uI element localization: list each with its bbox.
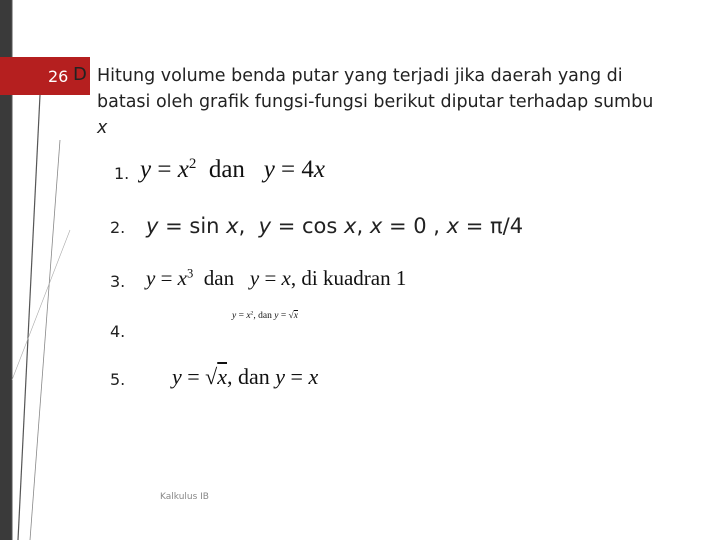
item-5-number: 5. xyxy=(110,370,126,389)
item-1-number: 1. xyxy=(114,164,130,183)
question-text-block xyxy=(97,63,657,141)
item-4-number: 4. xyxy=(110,322,126,341)
item-3-expression: $y = x^3$ dan y = x, di kuadran 1 xyxy=(146,266,407,290)
question-marker: D xyxy=(73,64,87,85)
item-3-number: 3. xyxy=(110,272,126,291)
slide-number: 26 xyxy=(48,67,69,86)
axis-variable: x xyxy=(97,118,108,138)
item-5-expression: y = √x, dan y = x xyxy=(172,364,319,389)
item-2-expression: y = sin x, y = cos x, x = 0 , x = π/4 xyxy=(146,214,524,238)
item-2-number: 2. xyxy=(110,218,126,237)
item-4-expression: $y = x^2$, dan y = √x xyxy=(232,310,298,321)
footer-text: Kalkulus IB xyxy=(160,492,209,502)
question-text: Hitung volume benda putar yang terjadi jika daerah yang di batasi oleh grafik fungsi-fungsi berikut diputar terhadap sumbu xyxy=(97,66,654,112)
item-1-expression: $y = x^2$ dan y = 4x xyxy=(140,156,326,183)
